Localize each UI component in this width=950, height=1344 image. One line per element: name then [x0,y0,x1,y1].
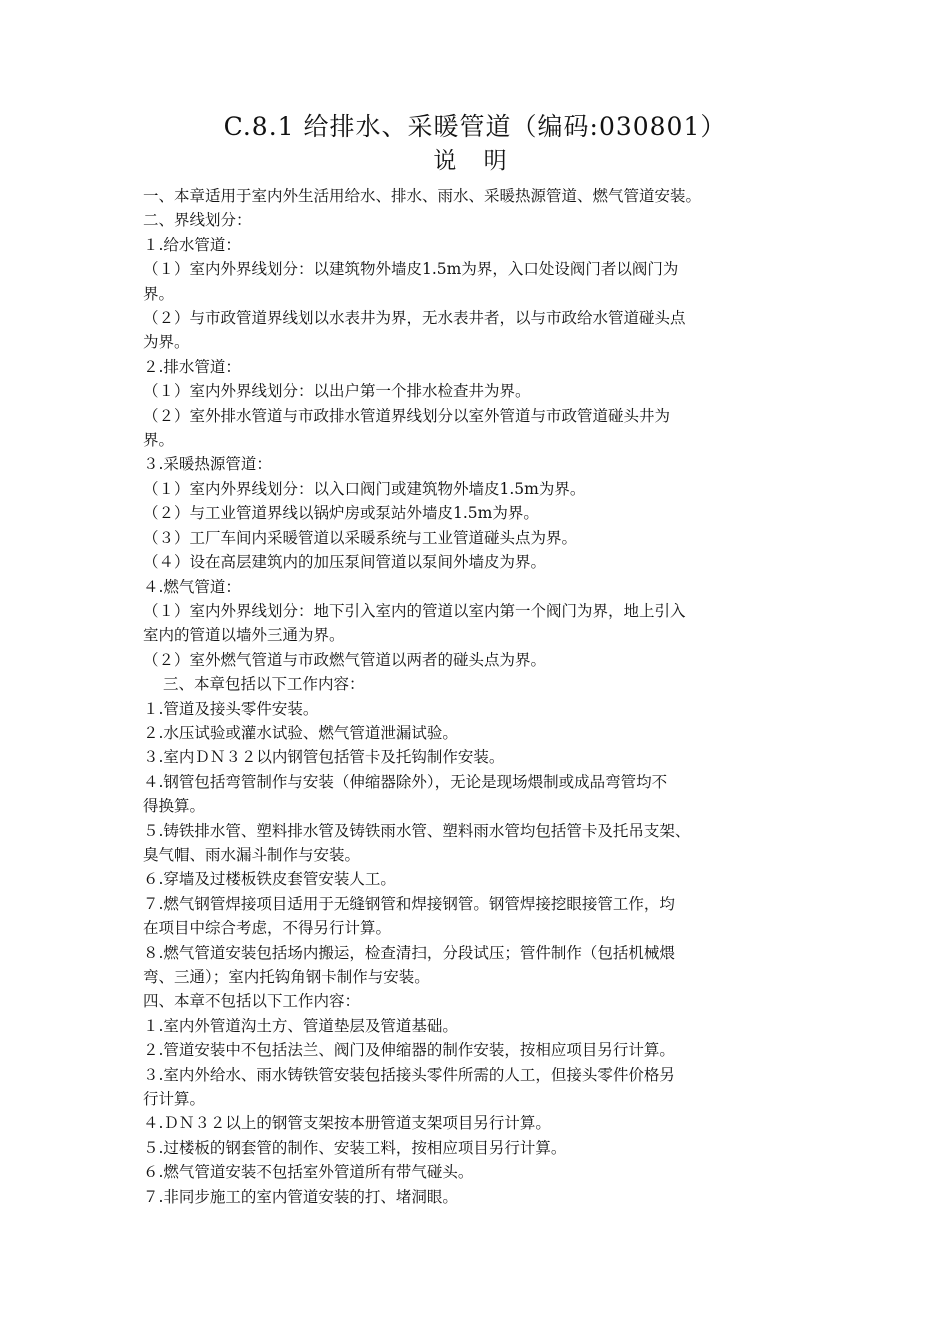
body-line: （１）室内外界线划分：以入口阀门或建筑物外墙皮1.5m为界。 [143,479,586,498]
body-line: １.室内外管道沟土方、管道垫层及管道基础。 [143,1016,458,1035]
body-line: ７.非同步施工的室内管道安装的打、堵洞眼。 [143,1187,458,1206]
body-line: （１）室内外界线划分：地下引入室内的管道以室内第一个阀门为界，地上引入 [143,601,686,620]
body-line: （２）与工业管道界线以锅炉房或泵站外墙皮1.5m为界。 [143,504,539,523]
body-line: 在项目中综合考虑，不得另行计算。 [143,919,392,938]
body-line: （２）室外燃气管道与市政燃气管道以两者的碰头点为界。 [143,650,547,669]
body-line: 四、本章不包括以下工作内容： [143,992,361,1011]
body-line: （２）与市政管道界线划以水表井为界，无水表井者，以与市政给水管道碰头点 [143,309,686,328]
body-line: ４.ＤＮ３２以上的钢管支架按本册管道支架项目另行计算。 [143,1114,551,1133]
body-line: ７.燃气钢管焊接项目适用于无缝钢管和焊接钢管。钢管焊接挖眼接管工作，均 [143,894,675,913]
body-line: ６.燃气管道安装不包括室外管道所有带气碰头。 [143,1163,474,1182]
body-line: （４）设在高层建筑内的加压泵间管道以泵间外墙皮为界。 [143,553,547,572]
document-body [143,184,811,1209]
body-line: ６.穿墙及过楼板铁皮套管安装人工。 [143,870,396,889]
body-line: 为界。 [143,333,190,352]
section-subtitle: 说 明 [433,148,517,174]
body-line: ４.燃气管道： [143,577,241,596]
body-line: （２）室外排水管道与市政排水管道界线划分以室外管道与市政管道碰头井为 [143,406,671,425]
body-line: 二、界线划分： [143,211,252,230]
body-line: （１）室内外界线划分：以出户第一个排水检查井为界。 [143,382,531,401]
body-line: １.管道及接头零件安装。 [143,699,319,718]
body-line: 弯、三通）；室内托钩角钢卡制作与安装。 [143,968,430,986]
body-line: ５.过楼板的钢套管的制作、安装工料，按相应项目另行计算。 [143,1138,567,1157]
body-line: ３.室内ＤＮ３２以内钢管包括管卡及托钩制作安装。 [143,748,505,767]
body-line: 室内的管道以墙外三通为界。 [143,626,345,645]
body-line: ２.排水管道： [143,357,241,376]
body-line: 界。 [143,284,175,303]
body-line: 一、本章适用于室内外生活用给水、排水、雨水、采暖热源管道、燃气管道安装。 [143,187,702,205]
body-line: （１）室内外界线划分：以建筑物外墙皮1.5m为界，入口处设阀门者以阀门为 [143,260,679,279]
body-line: １.给水管道： [143,235,241,254]
body-line: 得换算。 [143,797,206,816]
body-line: （３）工厂车间内采暖管道以采暖系统与工业管道碰头点为界。 [143,528,578,547]
body-line: ２.管道安装中不包括法兰、阀门及伸缩器的制作安装，按相应项目另行计算。 [143,1041,675,1060]
page-title: C.8.1 给排水、采暖管道（编码:030801） [223,112,727,141]
body-line: ４.钢管包括弯管制作与安装（伸缩器除外），无论是现场煨制或成品弯管均不 [143,772,668,791]
body-line: ８.燃气管道安装包括场内搬运，检查清扫，分段试压；管件制作（包括机械煨 [143,943,675,962]
body-line: 界。 [143,431,175,450]
body-line: 行计算。 [143,1090,206,1109]
body-line: ３.采暖热源管道： [143,455,272,474]
body-line: ３.室内外给水、雨水铸铁管安装包括接头零件所需的人工，但接头零件价格另 [143,1065,675,1084]
body-line: ２.水压试验或灌水试验、燃气管道泄漏试验。 [143,723,458,742]
body-line: 臭气帽、雨水漏斗制作与安装。 [143,845,361,864]
body-line: ５.铸铁排水管、塑料排水管及铸铁雨水管、塑料雨水管均包括管卡及托吊支架、 [143,821,691,840]
body-line: 三、本章包括以下工作内容： [163,675,365,694]
